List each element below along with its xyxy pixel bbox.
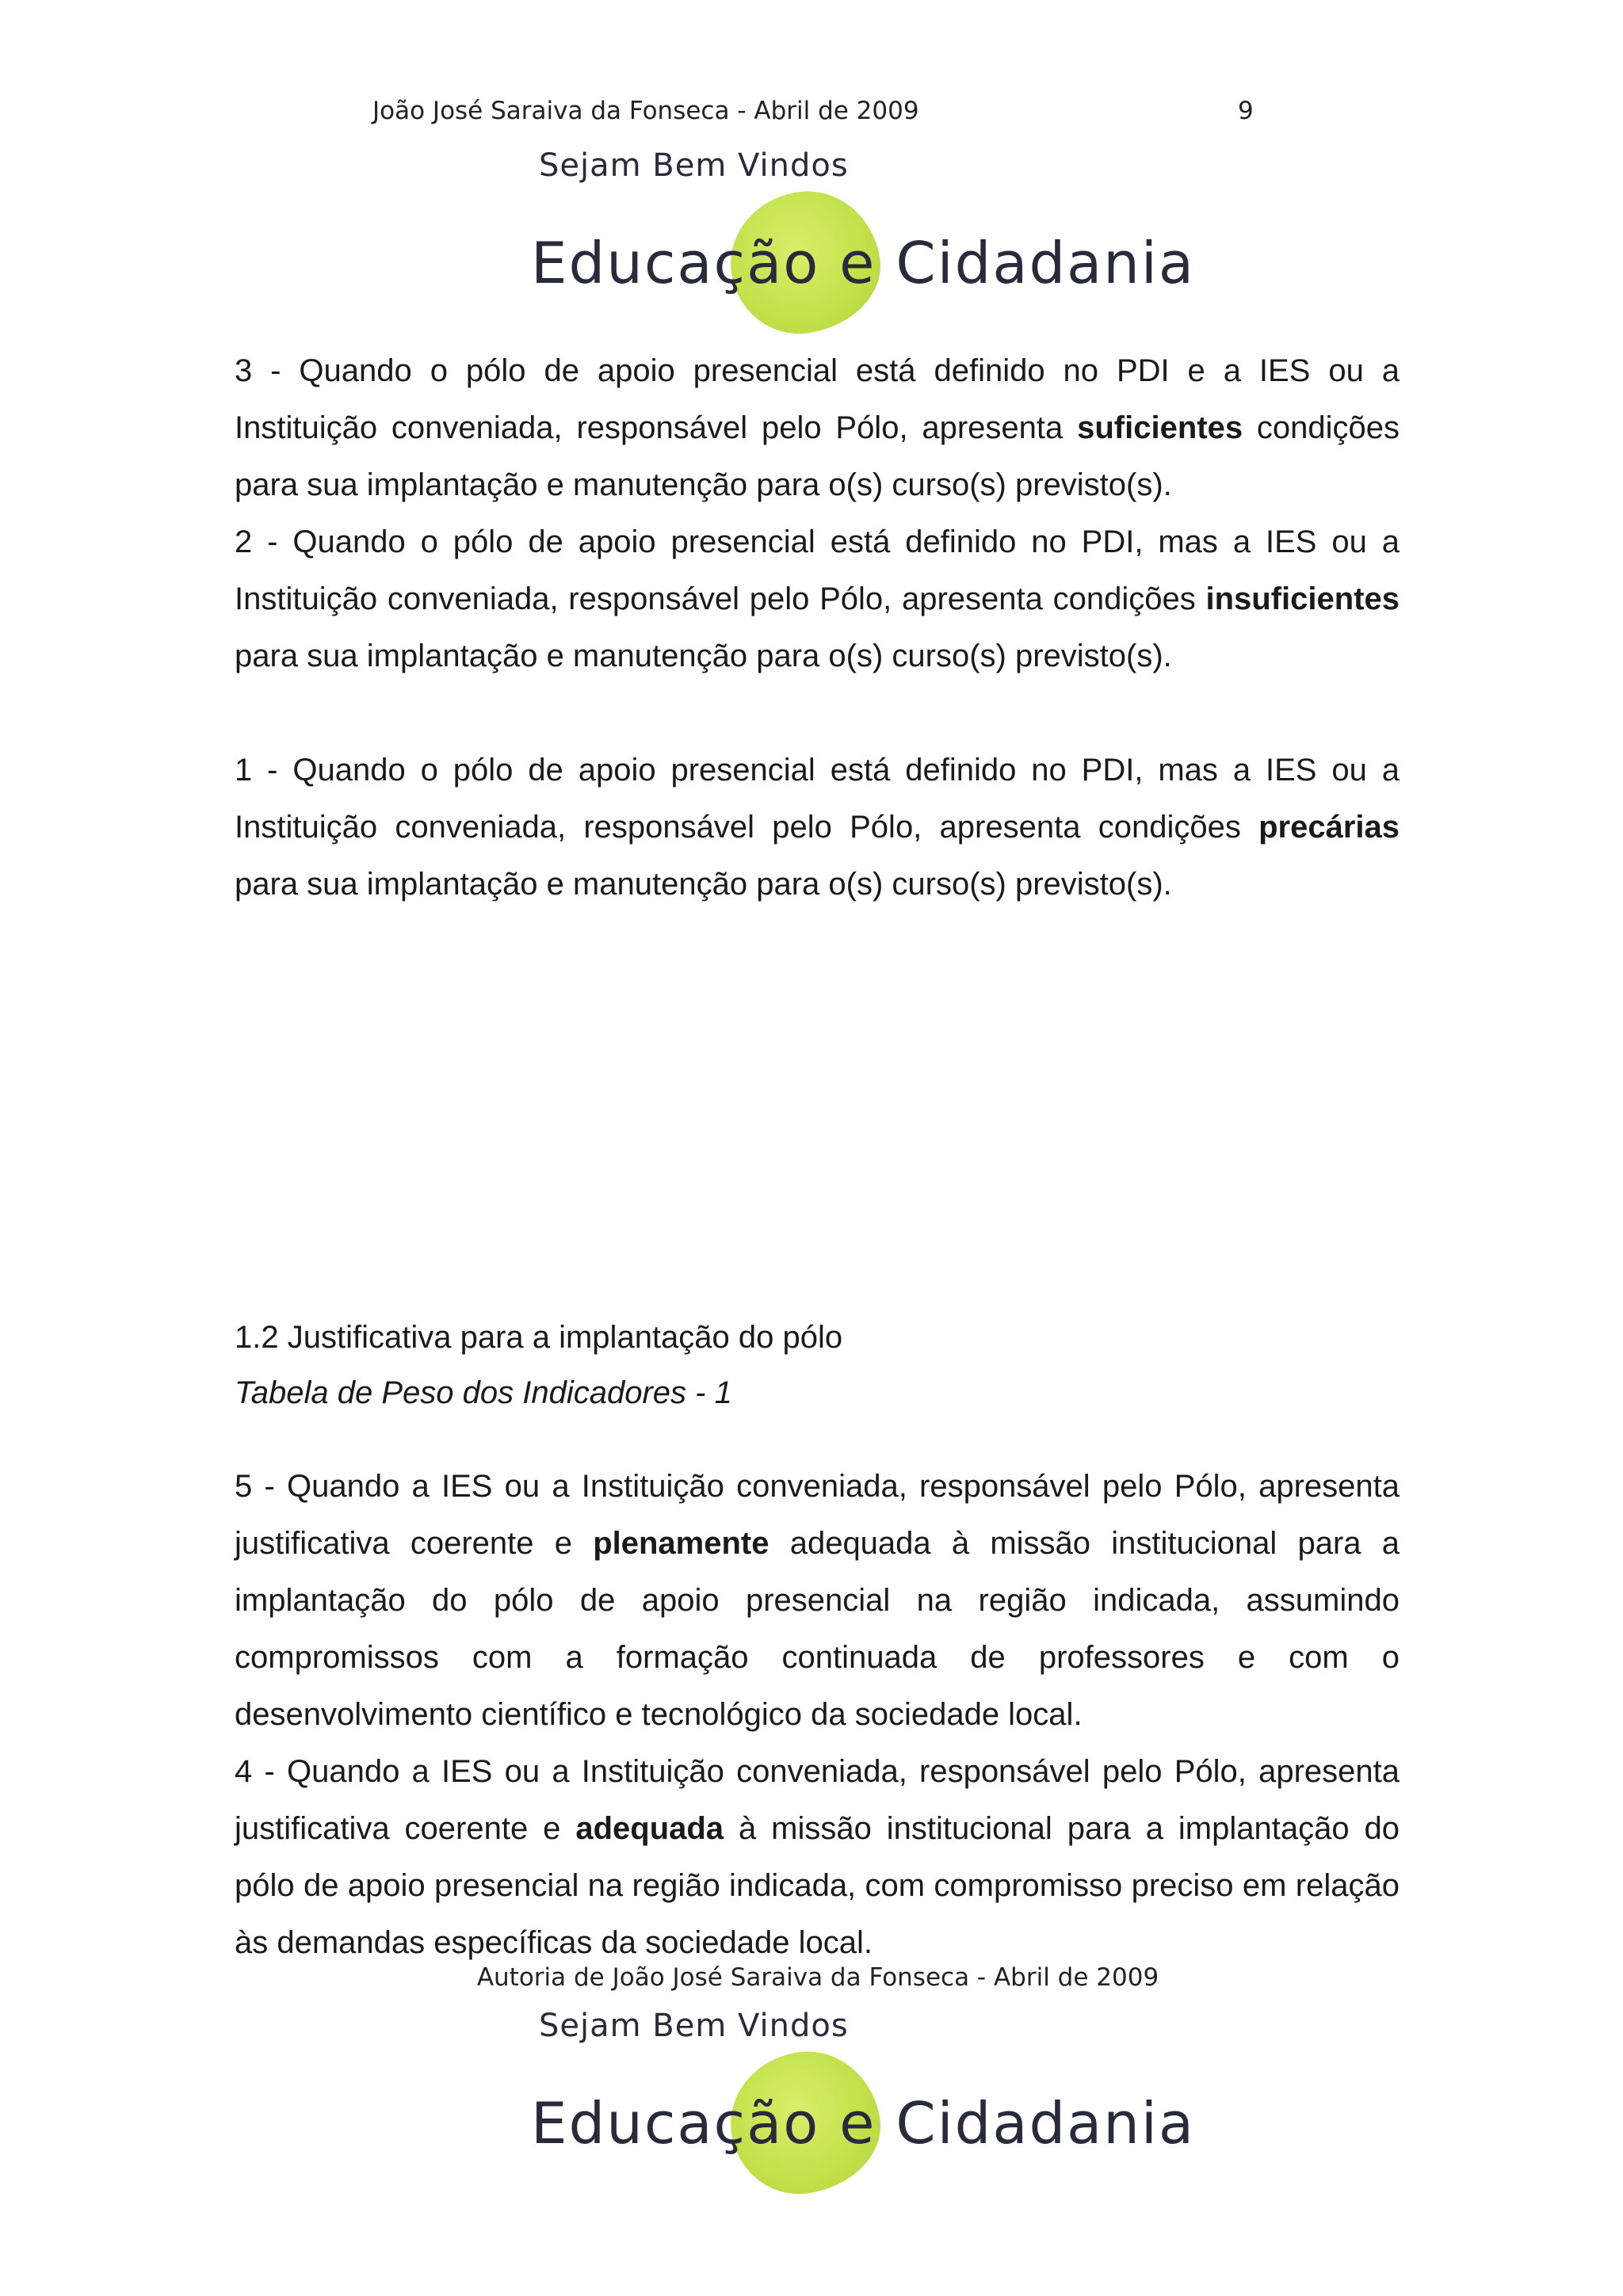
criterion-1: 1 - Quando o pólo de apoio presencial está definido no PDI, mas a IES ou a Instituição conveniada, responsável pelo Pólo, apresenta condições precárias para sua implantação e manutenção para o(s) curso(s) previsto(s).	[235, 753, 1400, 902]
criterion-3: 3 - Quando o pólo de apoio presencial está definido no PDI e a IES ou a Instituição conveniada, responsável pelo Pólo, apresenta suficientes condições para sua implantação e manutenção para o(s) curso(s) previsto(s).	[235, 353, 1400, 502]
page-number: 9	[1238, 97, 1254, 125]
section-title: 1.2 Justificativa para a implantação do pólo	[235, 1320, 843, 1355]
header-author-date: João José Saraiva da Fonseca - Abril de 2009	[372, 97, 919, 125]
logo-brand-text: Educação e Cidadania	[531, 230, 1196, 296]
criterion-5: 5 - Quando a IES ou a Instituição conveniada, responsável pelo Pólo, apresenta justificativa coerente e plenamente adequada à missão institucional para a implantação do pólo de apoio presencial na região indicada, assumindo compromissos com a formação continuada de professores e com o desenvolvimento científico e tecnológico da sociedade local.	[235, 1469, 1400, 1732]
running-footer	[0, 1963, 1623, 1992]
logo-top	[523, 143, 1196, 333]
criterion-2: 2 - Quando o pólo de apoio presencial está definido no PDI, mas a IES ou a Instituição conveniada, responsável pelo Pólo, apresenta condições insuficientes para sua implantação e manutenção para o(s) curso(s) previsto(s).	[235, 524, 1400, 673]
running-header	[372, 97, 1276, 136]
footer-author-date: Autoria de João José Saraiva da Fonseca - Abril de 2009	[476, 1963, 1159, 1992]
logo-welcome-text: Sejam Bem Vindos	[539, 147, 849, 184]
criterion-4: 4 - Quando a IES ou a Instituição conveniada, responsável pelo Pólo, apresenta justificativa coerente e adequada à missão institucional para a implantação do pólo de apoio presencial na região indicada, com compromisso preciso em relação às demandas específicas da sociedade local.	[235, 1754, 1400, 1960]
logo-welcome-text: Sejam Bem Vindos	[539, 2008, 849, 2044]
logo-bottom	[523, 2003, 1196, 2193]
logo-brand-text: Educação e Cidadania	[531, 2090, 1196, 2157]
table-caption: Tabela de Peso dos Indicadores - 1	[235, 1375, 732, 1410]
